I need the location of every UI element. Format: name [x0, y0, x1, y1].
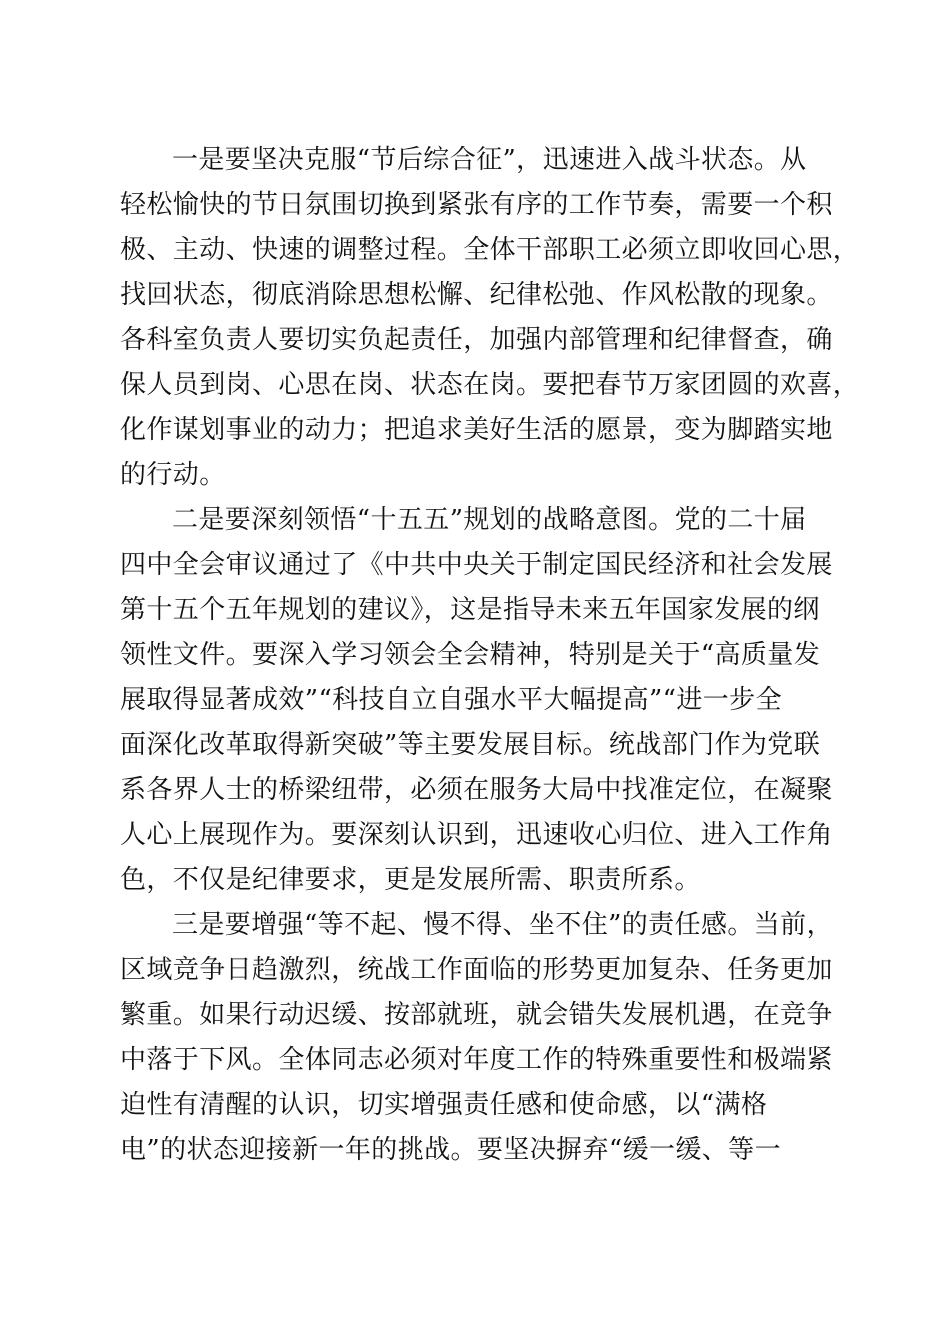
- text-line: 中落于下风。全体同志必须对年度工作的特殊重要性和极端紧: [120, 1045, 833, 1075]
- text-line: 四中全会审议通过了《中共中央关于制定国民经济和社会发展: [120, 550, 833, 580]
- text-line: 找回状态，彻底消除思想松懈、纪律松弛、作风松散的现象。: [120, 280, 833, 310]
- text-line: 区域竞争日趋激烈，统战工作面临的形势更加复杂、任务更加: [120, 955, 833, 985]
- text-line: 系各界人士的桥梁纽带，必须在服务大局中找准定位，在凝聚: [120, 775, 833, 805]
- document-page: [120, 138, 860, 1173]
- text-line: 电”的状态迎接新一年的挑战。要坚决摒弃“缓一缓、等一: [120, 1135, 781, 1165]
- text-line: 极、主动、快速的调整过程。全体干部职工必须立即收回心思，: [120, 235, 860, 265]
- text-line: 保人员到岗、心思在岗、状态在岗。要把春节万家团圆的欢喜，: [120, 370, 860, 400]
- text-line: 繁重。如果行动迟缓、按部就班，就会错失发展机遇，在竞争: [120, 1000, 833, 1030]
- text-line: 展取得显著成效”“科技自立自强水平大幅提高”“进一步全: [120, 685, 782, 715]
- text-line: 迫性有清醒的认识，切实增强责任感和使命感，以“满格: [120, 1090, 768, 1120]
- text-line: 人心上展现作为。要深刻认识到，迅速收心归位、进入工作角: [120, 820, 833, 850]
- text-line: 二是要深刻领悟“十五五”规划的战略意图。党的二十届: [172, 505, 807, 535]
- paragraph-3: [120, 903, 840, 1173]
- text-line: 化作谋划事业的动力；把追求美好生活的愿景，变为脚踏实地: [120, 415, 833, 445]
- text-line: 一是要坚决克服“节后综合征”，迅速进入战斗状态。从: [172, 145, 807, 175]
- text-line: 各科室负责人要切实负起责任，加强内部管理和纪律督查，确: [120, 325, 833, 355]
- text-line: 轻松愉快的节日氛围切换到紧张有序的工作节奏，需要一个积: [120, 190, 833, 220]
- text-line: 色，不仅是纪律要求，更是发展所需、职责所系。: [120, 865, 701, 895]
- text-line: 面深化改革取得新突破”等主要发展目标。统战部门作为党联: [120, 730, 821, 760]
- text-line: 领性文件。要深入学习领会全会精神，特别是关于“高质量发: [120, 640, 821, 670]
- text-line: 的行动。: [120, 460, 226, 490]
- text-line: 三是要增强“等不起、慢不得、坐不住”的责任感。当前，: [172, 910, 833, 940]
- paragraph-1: [120, 138, 860, 498]
- paragraph-2: [120, 498, 840, 903]
- text-line: 第十五个五年规划的建议》，这是指导未来五年国家发展的纲: [120, 595, 820, 625]
